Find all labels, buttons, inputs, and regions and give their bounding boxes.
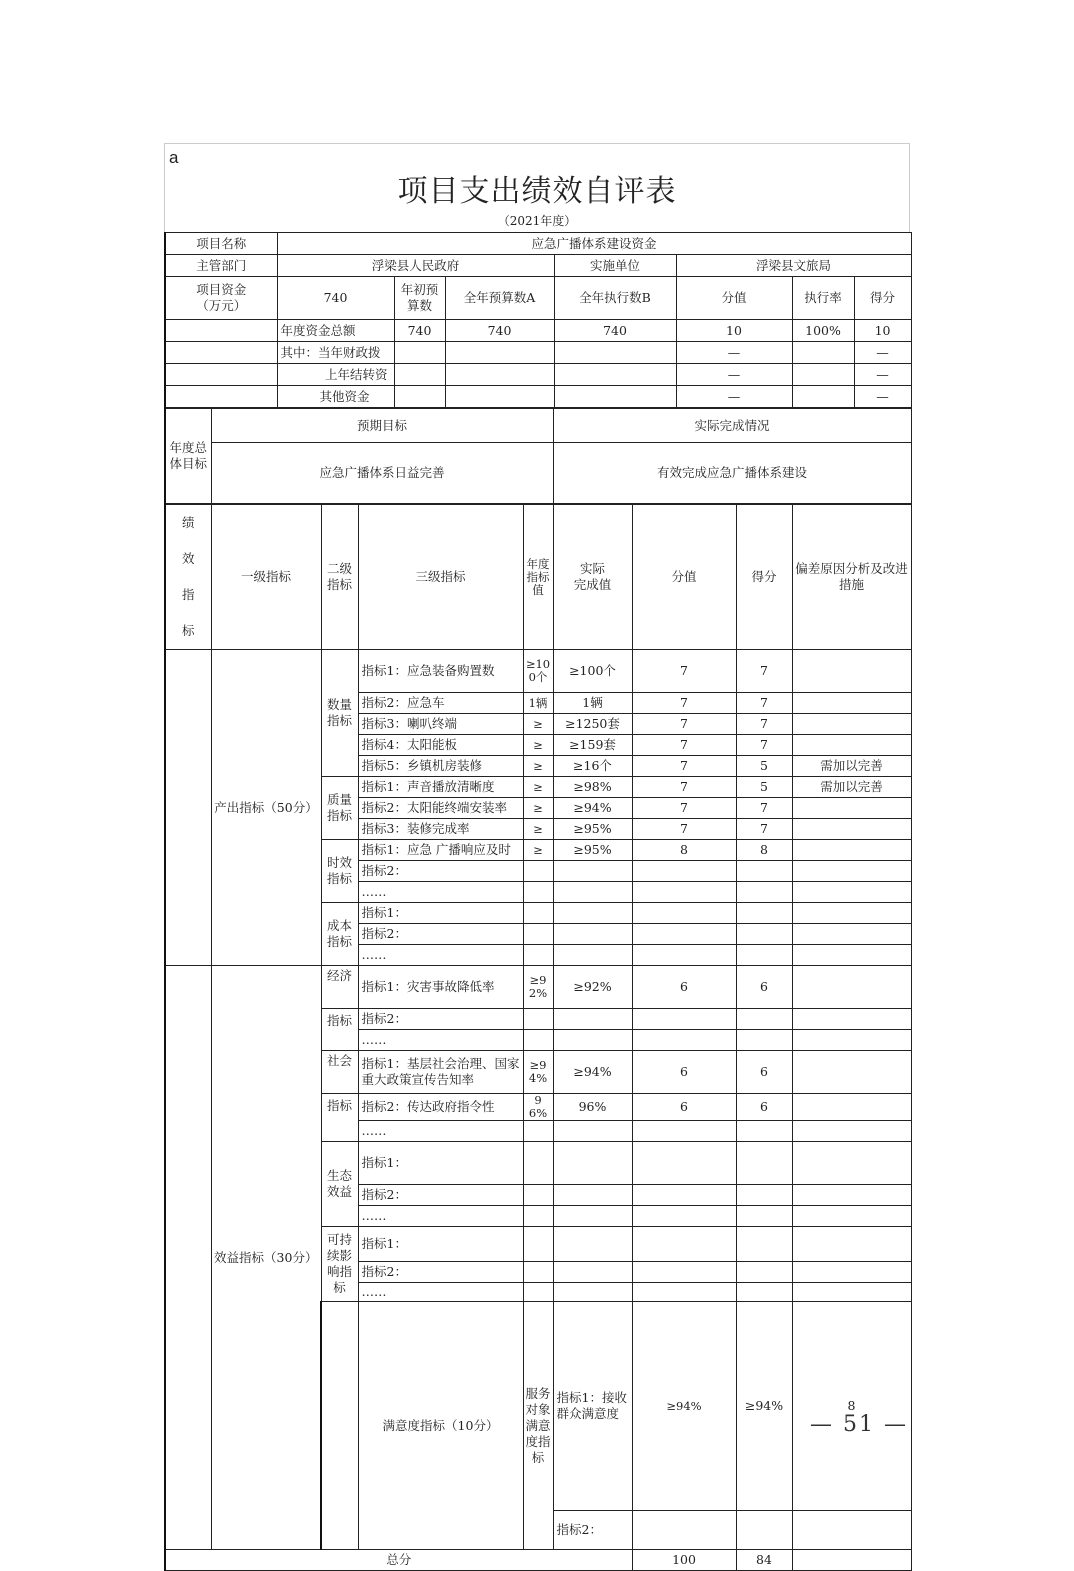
indicator-reason	[792, 714, 911, 735]
col-annual-budget: 全年预算数A	[445, 277, 554, 320]
subsection-cost: 成本指标	[321, 903, 358, 966]
fund-initial	[394, 364, 445, 386]
level1-header: 一级指标	[211, 505, 321, 650]
indicator-name: ……	[358, 1121, 523, 1142]
indicator-reason	[792, 1094, 911, 1121]
funds-table	[164, 232, 912, 408]
subsection-economic-top: 经济	[321, 966, 358, 1009]
subsection-timeliness: 时效指标	[321, 840, 358, 903]
fund-value: —	[676, 386, 792, 408]
indicator-value: 7	[632, 798, 736, 819]
indicator-actual: ≥95%	[553, 840, 632, 861]
indicator-target: ≥	[523, 777, 553, 798]
section-output: 产出指标（50分）	[211, 650, 321, 966]
level2-header: 二级指标	[321, 505, 358, 650]
level3-header: 三级指标	[358, 505, 523, 650]
annual-goal-label: 年度总体目标	[165, 409, 211, 504]
fund-annual	[445, 342, 554, 364]
side-char: 指	[181, 587, 195, 602]
indicator-name: 指标2：	[358, 1009, 523, 1030]
side-char: 绩	[181, 515, 195, 530]
indicator-value: 7	[632, 735, 736, 756]
indicator-target: 1辆	[523, 693, 553, 714]
subsection-economic-bottom: 指标	[321, 1009, 358, 1051]
score-header: 得分	[736, 505, 792, 650]
indicator-target: ≥94%	[632, 1302, 736, 1511]
subsection-quality: 质量指标	[321, 777, 358, 840]
indicator-actual: ≥159套	[553, 735, 632, 756]
actual-header-line2: 完成值	[573, 577, 612, 592]
indicator-actual: ≥94%	[553, 1051, 632, 1094]
evaluation-sheet	[164, 143, 910, 1571]
dept-value: 浮梁县人民政府	[277, 255, 554, 277]
indicator-reason: 需加以完善	[792, 756, 911, 777]
fund-value: —	[676, 342, 792, 364]
indicator-actual: ≥16个	[553, 756, 632, 777]
indicator-name: 指标2：	[553, 1511, 632, 1550]
fund-exec	[554, 386, 676, 408]
side-char: 效	[181, 551, 195, 566]
indicator-value: 7	[632, 714, 736, 735]
side-char: 标	[181, 623, 195, 638]
indicator-reason	[792, 1051, 911, 1094]
goals-table	[164, 408, 912, 504]
indicator-score: 7	[736, 650, 792, 693]
indicator-score: 7	[736, 735, 792, 756]
col-annual-exec: 全年执行数B	[554, 277, 676, 320]
fund-score: —	[854, 342, 911, 364]
subsection-ecological: 生态效益	[321, 1142, 358, 1227]
target-header: 年度指标值	[523, 505, 553, 650]
fund-row	[165, 386, 911, 408]
indicator-score: 6	[736, 966, 792, 1009]
fund-exec	[554, 364, 676, 386]
indicator-value: 6	[632, 1094, 736, 1121]
indicator-reason: 需加以完善	[792, 777, 911, 798]
corner-cell: a	[164, 143, 910, 172]
fund-exec: 740	[554, 320, 676, 342]
indicator-name: ……	[358, 882, 523, 903]
indicator-reason	[792, 735, 911, 756]
total-value: 100	[632, 1550, 736, 1571]
indicator-actual: ≥95%	[553, 819, 632, 840]
indicator-target: ≥	[523, 714, 553, 735]
indicator-name: 指标1：	[358, 903, 523, 924]
fund-row-label: 其中：当年财政拨	[277, 342, 394, 364]
expected-goal-label: 预期目标	[211, 409, 553, 443]
indicator-reason	[792, 798, 911, 819]
funds-label-line1: 项目资金	[196, 282, 247, 297]
indicator-target: 96%	[523, 1094, 553, 1121]
indicator-value: 7	[632, 777, 736, 798]
fund-row-label: 上年结转资	[277, 364, 394, 386]
indicator-value: 8	[792, 1302, 911, 1511]
fund-score: 10	[854, 320, 911, 342]
indicator-name: 指标3：装修完成率	[358, 819, 523, 840]
col-score-value: 分值	[676, 277, 792, 320]
total-label: 总分	[165, 1550, 632, 1571]
fund-row-label: 年度资金总额	[277, 320, 394, 342]
indicator-target: ≥100个	[523, 650, 553, 693]
indicator-target: ≥	[523, 840, 553, 861]
indicator-score: 8	[736, 840, 792, 861]
indicator-name: 指标1：应急装备购置数	[358, 650, 523, 693]
expected-goal: 应急广播体系日益完善	[211, 443, 553, 504]
indicator-score: 5	[736, 777, 792, 798]
indicator-name: 指标2：	[358, 861, 523, 882]
fund-value: —	[676, 364, 792, 386]
reason-header: 偏差原因分析及改进措施	[792, 505, 911, 650]
indicator-reason	[792, 840, 911, 861]
subsection-service: 服务对象满意度指标	[523, 1302, 553, 1550]
fund-score: —	[854, 386, 911, 408]
indicator-name: 指标1：	[358, 1227, 523, 1262]
indicator-target: ≥94%	[523, 1051, 553, 1094]
indicator-value: 6	[632, 1051, 736, 1094]
indicator-name: 指标2：传达政府指令性	[358, 1094, 523, 1121]
indicator-actual: 96%	[553, 1094, 632, 1121]
page-number: — 51 —	[810, 1412, 908, 1437]
fund-row	[165, 342, 911, 364]
indicator-name: 指标1：声音播放清晰度	[358, 777, 523, 798]
fund-rate: 100%	[792, 320, 854, 342]
indicator-reason	[792, 966, 911, 1009]
fund-exec	[554, 342, 676, 364]
table-row	[165, 966, 911, 1009]
section-satisfaction: 满意度指标（10分）	[358, 1302, 523, 1550]
indicator-name: 指标2：太阳能终端安装率	[358, 798, 523, 819]
fund-row	[165, 364, 911, 386]
indicator-value: 6	[632, 966, 736, 1009]
col-initial-budget: 年初预算数	[394, 277, 445, 320]
subsection-social-top: 社会	[321, 1051, 358, 1094]
indicator-name: ……	[358, 1206, 523, 1227]
subsection-social-bottom: 指标	[321, 1094, 358, 1142]
indicator-value: 7	[632, 650, 736, 693]
indicator-value: 7	[632, 756, 736, 777]
fund-value: 10	[676, 320, 792, 342]
impl-value: 浮梁县文旅局	[676, 255, 911, 277]
indicator-name: 指标1：应急 广播响应及时	[358, 840, 523, 861]
indicator-name: 指标4：太阳能板	[358, 735, 523, 756]
section-benefit: 效益指标（30分）	[211, 966, 321, 1550]
fund-annual	[445, 364, 554, 386]
actual-goal: 有效完成应急广播体系建设	[553, 443, 911, 504]
funds-total-budget: 740	[277, 277, 394, 320]
impl-label: 实施单位	[554, 255, 676, 277]
indicator-actual: ≥94%	[553, 798, 632, 819]
actual-goal-label: 实际完成情况	[553, 409, 911, 443]
indicator-name: 指标5：乡镇机房装修	[358, 756, 523, 777]
col-score: 得分	[854, 277, 911, 320]
actual-header	[553, 505, 632, 650]
indicator-score: 7	[736, 693, 792, 714]
fund-row-label: 其他资金	[277, 386, 394, 408]
indicator-reason	[792, 693, 911, 714]
indicator-name: ……	[358, 1283, 523, 1302]
indicator-score: 7	[736, 714, 792, 735]
indicators-table	[164, 504, 912, 1571]
fund-annual: 740	[445, 320, 554, 342]
indicator-score: 6	[736, 1094, 792, 1121]
fund-rate	[792, 364, 854, 386]
indicator-value: 8	[632, 840, 736, 861]
indicator-name: 指标1：接收群众满意度	[553, 1302, 632, 1511]
project-name-label: 项目名称	[165, 233, 277, 255]
indicator-actual: ≥92%	[553, 966, 632, 1009]
indicator-score: 7	[736, 798, 792, 819]
indicator-name: 指标2：	[358, 924, 523, 945]
indicator-target: ≥	[523, 819, 553, 840]
indicator-actual: ≥98%	[553, 777, 632, 798]
indicator-actual: 1辆	[553, 693, 632, 714]
fund-initial: 740	[394, 320, 445, 342]
col-exec-rate: 执行率	[792, 277, 854, 320]
indicator-target: ≥	[523, 756, 553, 777]
fund-initial	[394, 386, 445, 408]
indicator-target: ≥92%	[523, 966, 553, 1009]
indicator-reason	[792, 819, 911, 840]
indicator-name: ……	[358, 1030, 523, 1051]
project-name: 应急广播体系建设资金	[277, 233, 911, 255]
indicator-value: 7	[632, 693, 736, 714]
indicator-name: 指标2：	[358, 1262, 523, 1283]
actual-header-line1: 实际	[579, 561, 605, 576]
indicator-score: 5	[736, 756, 792, 777]
funds-label	[165, 277, 277, 320]
fund-rate	[792, 342, 854, 364]
subsection-quantity: 数量指标	[321, 650, 358, 777]
value-header: 分值	[632, 505, 736, 650]
indicator-name: 指标2：	[358, 1185, 523, 1206]
indicator-name: 指标2：应急车	[358, 693, 523, 714]
funds-label-line2: （万元）	[196, 298, 247, 313]
table-row	[165, 650, 911, 693]
indicator-score: 6	[736, 1051, 792, 1094]
total-row	[165, 1550, 911, 1571]
indicator-target: ≥	[523, 735, 553, 756]
indicator-name: 指标3：喇叭终端	[358, 714, 523, 735]
indicator-actual: ≥94%	[736, 1302, 792, 1511]
indicator-target: ≥	[523, 798, 553, 819]
indicator-name: 指标1：基层社会治理、国家重大政策宣传告知率	[358, 1051, 523, 1094]
total-score: 84	[736, 1550, 792, 1571]
page-title: 项目支出绩效自评表	[164, 172, 910, 212]
fund-initial	[394, 342, 445, 364]
fund-row	[165, 320, 911, 342]
side-label	[165, 505, 211, 650]
dept-label: 主管部门	[165, 255, 277, 277]
indicator-actual: ≥100个	[553, 650, 632, 693]
indicator-name: 指标1：灾害事故降低率	[358, 966, 523, 1009]
fund-rate	[792, 386, 854, 408]
page-subtitle: （2021年度）	[164, 212, 910, 232]
subsection-sustainable: 可持续影响指标	[321, 1227, 358, 1302]
indicator-actual: ≥1250套	[553, 714, 632, 735]
fund-annual	[445, 386, 554, 408]
indicator-value: 7	[632, 819, 736, 840]
indicator-name: ……	[358, 945, 523, 966]
indicator-reason	[792, 650, 911, 693]
fund-score: —	[854, 364, 911, 386]
indicator-name: 指标1：	[358, 1142, 523, 1185]
indicator-score: 7	[736, 819, 792, 840]
